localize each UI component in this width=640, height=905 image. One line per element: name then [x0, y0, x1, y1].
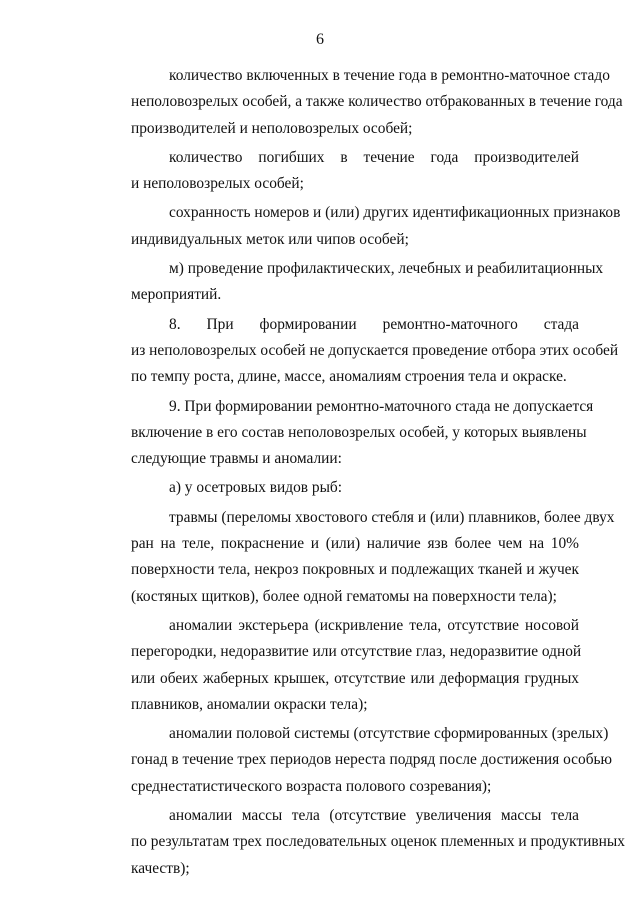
paragraph-item-m	[93, 256, 604, 309]
text-line: включение в его состав неполовозрелых особей, у которых выявлены	[131, 423, 587, 441]
text-line: аномалии массы тела (отсутствие увеличения массы тела	[169, 807, 579, 825]
text-line: по результатам трех последовательных оценок племенных и продуктивных	[131, 833, 625, 851]
text-line: количество погибших в течение года производителей	[169, 148, 579, 166]
text-line: плавников, аномалии окраски тела);	[131, 695, 368, 713]
text-line: следующие травмы и аномалии:	[131, 450, 342, 468]
text-line: травмы (переломы хвостового стебля и (или) плавников, более двух	[169, 508, 615, 526]
text-line: аномалии половой системы (отсутствие сформированных (зрелых)	[169, 725, 609, 743]
text-line: среднестатистического возраста полового созревания);	[131, 777, 492, 795]
paragraph-injuries	[93, 505, 615, 610]
text-line: количество включенных в течение года в ремонтно-маточное стадо	[169, 67, 610, 84]
text-line: м) проведение профилактических, лечебных и реабилитационных	[169, 260, 604, 278]
text-line: и неполовозрелых особей;	[131, 175, 304, 193]
paragraph-exterior-anomalies	[93, 613, 582, 718]
text-line: или обеих жаберных крышек, отсутствие или деформация грудных	[131, 669, 579, 687]
text-line: по темпу роста, длине, массе, аномалиям строения тела и окраске.	[131, 368, 567, 386]
text-line: (костяных щитков), более одной гематомы на поверхности тела);	[131, 587, 557, 605]
text-line: из неполовозрелых особей не допускается проведение отбора этих особей	[131, 341, 619, 359]
page-number: 6	[316, 31, 324, 48]
text-line: гонад в течение трех периодов нереста подряд после достижения особью	[131, 751, 613, 769]
paragraph-reproductive-anomalies	[93, 721, 613, 800]
text-line: мероприятий.	[131, 286, 222, 304]
text-line: аномалии экстерьера (искривление тела, отсутствие носовой	[169, 616, 579, 634]
text-line: перегородки, недоразвитие или отсутствие глаз, недоразвитие одной	[131, 643, 582, 661]
paragraph-count-included	[93, 63, 623, 142]
paragraph-item-9	[93, 394, 594, 473]
text-line: сохранность номеров и (или) других идентификационных признаков	[169, 204, 621, 222]
paragraph-subitem-a	[93, 475, 579, 501]
text-line: ран на теле, покраснение и (или) наличие язв более чем на 10%	[131, 535, 579, 553]
text-line: а) у осетровых видов рыб:	[169, 479, 343, 497]
text-line: производителей и неполовозрелых особей;	[131, 119, 413, 137]
text-line: поверхности тела, некроз покровных и подлежащих тканей и жучек	[131, 561, 579, 579]
text-line: 8. При формировании ремонтно-маточного стада	[169, 315, 579, 333]
document-body	[93, 63, 625, 885]
paragraph-body-mass-anomalies	[93, 803, 625, 882]
text-line: качеств);	[131, 859, 190, 877]
paragraph-count-dead	[93, 145, 579, 198]
paragraph-tag-safety	[93, 200, 621, 253]
text-line: 9. При формировании ремонтно-маточного стада не допускается	[169, 397, 594, 415]
paragraph-item-8	[93, 312, 619, 391]
text-line: неполовозрелых особей, а также количество отбракованных в течение года	[131, 93, 623, 111]
text-line: индивидуальных меток или чипов особей;	[131, 230, 409, 248]
